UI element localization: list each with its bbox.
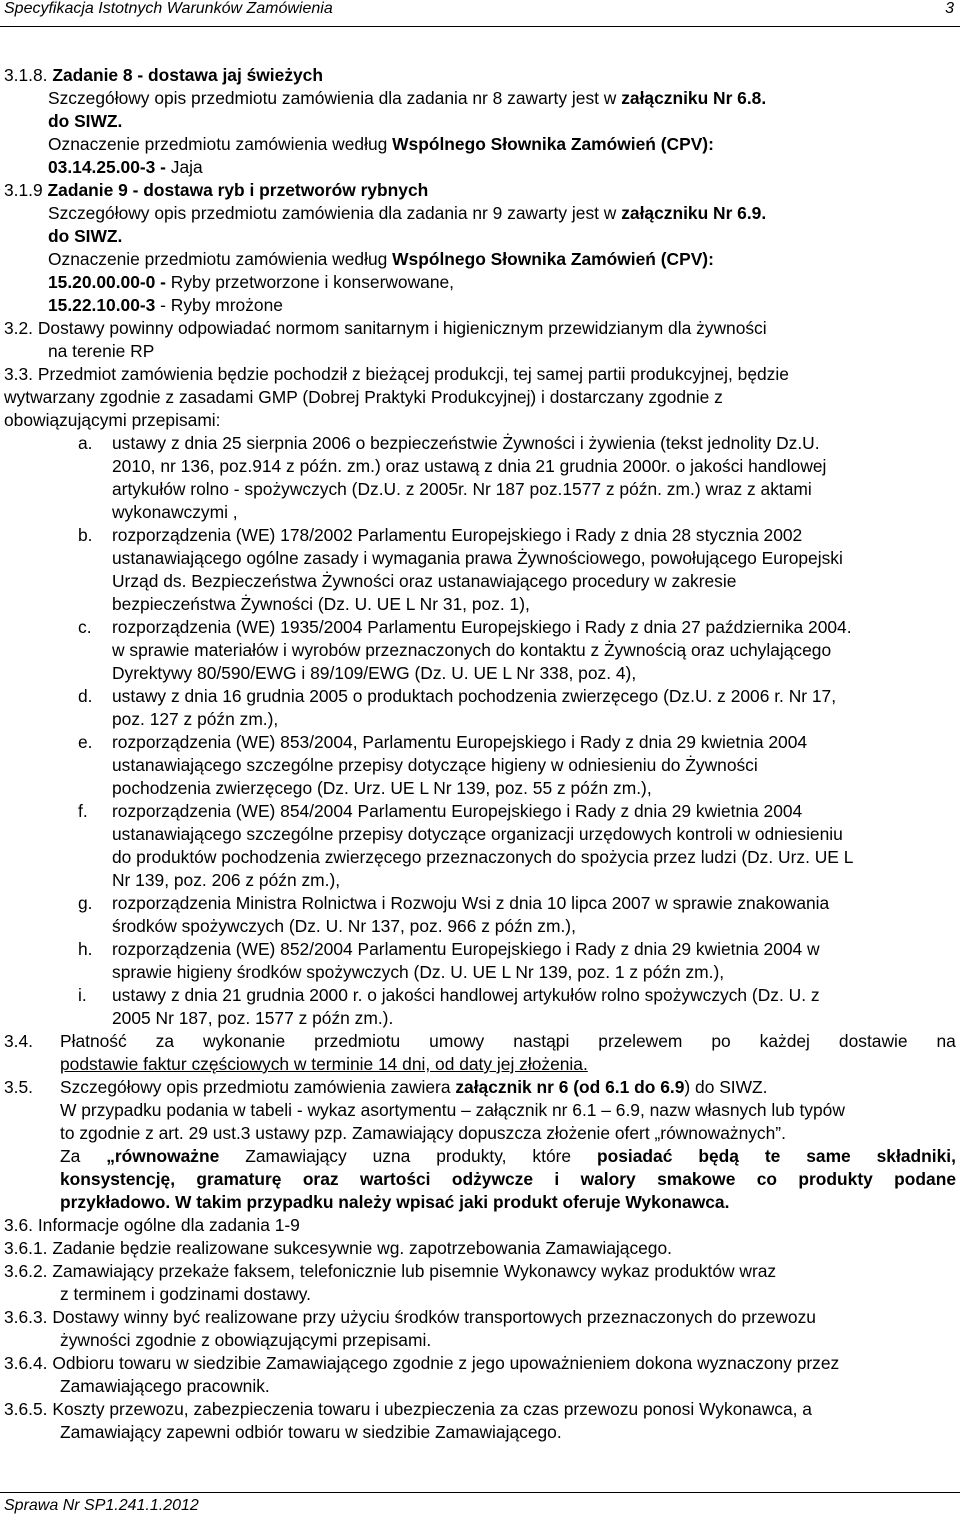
cpv-code: 15.22.10.00-3 xyxy=(48,295,156,315)
bold-text: załączniku Nr 6.8. xyxy=(621,88,767,108)
item-line: ustawy z dnia 25 sierpnia 2006 o bezpieczeństwie Żywności i żywienia (tekst jednolity Dz.U. xyxy=(112,433,820,453)
text: Oznaczenie przedmiotu zamówienia według xyxy=(48,134,393,154)
word: walory xyxy=(580,1169,636,1189)
item-letter: a. xyxy=(78,433,93,453)
word: te xyxy=(764,1146,781,1166)
section-318-cpv xyxy=(48,133,714,155)
section-33-line2: wytwarzany zgodnie z zasadami GMP (Dobrej Praktyki Produkcyjnej) i dostarczany zgodnie z xyxy=(4,387,723,407)
bold-text: Wspólnego Słownika Zamówień (CPV): xyxy=(392,134,714,154)
section-36-heading: 3.6. Informacje ogólne dla zadania 1-9 xyxy=(4,1215,300,1235)
word: produkty, xyxy=(436,1146,507,1166)
section-365-line2: Zamawiający zapewni odbiór towaru w siedzibie Zamawiającego. xyxy=(60,1422,562,1442)
section-35-line2: W przypadku podania w tabeli - wykaz asortymentu – załącznik nr 6.1 – 6.9, nazw własnych lub typów xyxy=(60,1100,845,1120)
section-34-number: 3.4. xyxy=(4,1031,34,1051)
section-319-code1 xyxy=(48,271,454,293)
word: posiadać xyxy=(597,1146,673,1166)
item-line: ustanawiającego ogólne zasady i wymagania prawa Żywnościowego, powołującego Europejski xyxy=(112,548,843,568)
word: Zamawiający xyxy=(245,1146,347,1166)
section-number: 3.1.8. xyxy=(4,65,48,85)
item-line: ustawy z dnia 21 grudnia 2000 r. o jakości handlowej artykułów rolno spożywczych (Dz. U. z xyxy=(112,985,820,1005)
word: produkty xyxy=(798,1169,873,1189)
item-line: rozporządzenia (WE) 852/2004 Parlamentu Europejskiego i Rady z dnia 29 kwietnia 2004 w xyxy=(112,939,820,959)
item-line: 2005 Nr 187, poz. 1577 z późn zm.). xyxy=(112,1008,394,1028)
item-line: sprawie higieny środków spożywczych (Dz. U. UE L Nr 139, poz. 1 z późn zm.), xyxy=(112,962,725,982)
word: Płatność xyxy=(60,1031,127,1051)
cpv-desc: Ryby przetworzone i konserwowane, xyxy=(165,272,455,292)
item-line: pochodzenia zwierzęcego (Dz. Urz. UE L Nr 139, poz. 55 z późn zm.), xyxy=(112,778,652,798)
section-318-line1 xyxy=(48,87,766,109)
word: „równoważne xyxy=(106,1146,220,1166)
word: smakowe xyxy=(657,1169,736,1189)
section-35-line1 xyxy=(60,1076,768,1098)
case-number: Sprawa Nr SP1.241.1.2012 xyxy=(4,1497,199,1514)
section-34-line1 xyxy=(60,1030,956,1052)
cpv-desc: Jaja xyxy=(165,157,203,177)
text: ) do SIWZ. xyxy=(684,1077,768,1097)
section-33-line3: obowiązującymi przepisami: xyxy=(4,410,221,430)
section-363-line2: żywności zgodnie z obowiązującymi przepisami. xyxy=(60,1330,432,1350)
section-364-line1: 3.6.4. Odbioru towaru w siedzibie Zamawiającego zgodnie z jego upoważnieniem dokona wyznaczony przez xyxy=(4,1353,840,1373)
item-line: Nr 139, poz. 206 z późn zm.), xyxy=(112,870,341,890)
word: gramaturę xyxy=(196,1169,282,1189)
item-line: rozporządzenia (WE) 853/2004, Parlamentu Europejskiego i Rady z dnia 29 kwietnia 2004 xyxy=(112,732,808,752)
item-letter: e. xyxy=(78,732,93,752)
section-title: Zadanie 8 - dostawa jaj świeżych xyxy=(52,65,323,85)
item-line: do produktów pochodzenia zwierzęcego przeznaczonych do spożycia przez ludzi (Dz. Urz. UE L xyxy=(112,847,854,867)
word: umowy xyxy=(429,1031,485,1051)
section-35-number: 3.5. xyxy=(4,1077,34,1097)
section-35-line3: to zgodnie z art. 29 ust.3 ustawy pzp. Zamawiający dopuszcza złożenie ofert „równoważnych”. xyxy=(60,1123,786,1143)
cpv-code: 15.20.00.00-0 - xyxy=(48,272,166,292)
item-line: 2010, nr 136, poz.914 z późn. zm.) oraz ustawą z dnia 21 grudnia 2000r. o jakości handlowej xyxy=(112,456,827,476)
item-letter: f. xyxy=(78,801,88,821)
cpv-desc: - Ryby mrożone xyxy=(155,295,283,315)
word: przedmiotu xyxy=(314,1031,401,1051)
section-32-line2: na terenie RP xyxy=(48,341,155,361)
section-319-line2: do SIWZ. xyxy=(48,226,123,246)
item-line: w sprawie materiałów i wyrobów przeznaczonych do kontaktu z Żywnością oraz uchylającego xyxy=(112,640,832,660)
item-line: poz. 127 z późn zm.), xyxy=(112,709,279,729)
word: które xyxy=(532,1146,572,1166)
section-319-line1 xyxy=(48,202,766,224)
word: przelewem xyxy=(598,1031,683,1051)
item-line: wykonawczymi , xyxy=(112,502,238,522)
section-35-line5 xyxy=(60,1168,956,1190)
bold-text: Wspólnego Słownika Zamówień (CPV): xyxy=(392,249,714,269)
word: Za xyxy=(60,1146,81,1166)
section-319-heading xyxy=(4,179,428,201)
section-318-code xyxy=(48,156,203,178)
text: Oznaczenie przedmiotu zamówienia według xyxy=(48,249,393,269)
section-title: Zadanie 9 - dostawa ryb i przetworów rybnych xyxy=(47,180,429,200)
word: każdej xyxy=(759,1031,810,1051)
bold-text: załączniku Nr 6.9. xyxy=(621,203,767,223)
word: same xyxy=(806,1146,851,1166)
section-364-line2: Zamawiającego pracownik. xyxy=(60,1376,270,1396)
word: nastąpi xyxy=(513,1031,570,1051)
section-362-line2: z terminem i godzinami dostawy. xyxy=(60,1284,311,1304)
word: będą xyxy=(698,1146,739,1166)
text: Szczegółowy opis przedmiotu zamówienia dla zadania nr 8 zawarty jest w xyxy=(48,88,622,108)
bold-text: załącznik nr 6 (od 6.1 do 6.9 xyxy=(455,1077,685,1097)
item-line: rozporządzenia (WE) 178/2002 Parlamentu Europejskiego i Rady z dnia 28 stycznia 2002 xyxy=(112,525,803,545)
word: za xyxy=(155,1031,175,1051)
word: wykonanie xyxy=(203,1031,286,1051)
document-title: Specyfikacja Istotnych Warunków Zamówienia xyxy=(4,0,333,17)
item-line: ustanawiającego szczególne przepisy dotyczące higieny w odniesieniu do Żywności xyxy=(112,755,758,775)
word: i xyxy=(554,1169,560,1189)
word: konsystencję, xyxy=(60,1169,176,1189)
section-35-line4 xyxy=(60,1145,956,1167)
word: co xyxy=(756,1169,778,1189)
item-letter: i. xyxy=(78,985,87,1005)
item-letter: c. xyxy=(78,617,92,637)
text: Szczegółowy opis przedmiotu zamówienia dla zadania nr 9 zawarty jest w xyxy=(48,203,622,223)
section-32-line1: 3.2. Dostawy powinny odpowiadać normom sanitarnym i higienicznym przewidzianym dla żywności xyxy=(4,318,767,338)
section-33-line1: 3.3. Przedmiot zamówienia będzie pochodził z bieżącej produkcji, tej samej partii produkcyjnej, będzie xyxy=(4,364,789,384)
item-line: środków spożywczych (Dz. U. Nr 137, poz. 966 z późn zm.), xyxy=(112,916,576,936)
section-363-line1: 3.6.3. Dostawy winny być realizowane przy użyciu środków transportowych przeznaczonych do przewozu xyxy=(4,1307,816,1327)
item-letter: d. xyxy=(78,686,93,706)
text: Szczegółowy opis przedmiotu zamówienia zawiera xyxy=(60,1077,456,1097)
word: podane xyxy=(894,1169,956,1189)
item-letter: h. xyxy=(78,939,93,959)
item-line: artykułów rolno - spożywczych (Dz.U. z 2005r. Nr 187 poz.1577 z późn. zm.) wraz z aktami xyxy=(112,479,812,499)
word: wartości xyxy=(359,1169,431,1189)
section-number: 3.1.9 xyxy=(4,180,43,200)
item-letter: b. xyxy=(78,525,93,545)
footer-rule xyxy=(0,1492,960,1493)
item-line: rozporządzenia (WE) 1935/2004 Parlamentu Europejskiego i Rady z dnia 27 października 2004. xyxy=(112,617,852,637)
page-number: 3 xyxy=(945,0,954,17)
word: odżywcze xyxy=(451,1169,534,1189)
section-362-line1: 3.6.2. Zamawiający przekaże faksem, telefonicznie lub pisemnie Wykonawcy wykaz produktów wraz xyxy=(4,1261,777,1281)
section-318-line2: do SIWZ. xyxy=(48,111,123,131)
page-header xyxy=(0,0,960,38)
section-319-code2 xyxy=(48,294,283,316)
section-365-line1: 3.6.5. Koszty przewozu, zabezpieczenia towaru i ubezpieczenia za czas przewozu ponosi Wykonawca, a xyxy=(4,1399,812,1419)
section-35-line6: przykładowo. W takim przypadku należy wpisać jaki produkt oferuje Wykonawca. xyxy=(60,1192,730,1212)
item-line: bezpieczeństwa Żywności (Dz. U. UE L Nr 31, poz. 1), xyxy=(112,594,530,614)
item-letter: g. xyxy=(78,893,93,913)
section-361: 3.6.1. Zadanie będzie realizowane sukcesywnie wg. zapotrzebowania Zamawiającego. xyxy=(4,1238,672,1258)
item-line: rozporządzenia (WE) 854/2004 Parlamentu Europejskiego i Rady z dnia 29 kwietnia 2004 xyxy=(112,801,803,821)
word: po xyxy=(711,1031,731,1051)
item-line: ustanawiającego szczególne przepisy dotyczące organizacji urzędowych kontroli w odniesieniu xyxy=(112,824,843,844)
header-rule xyxy=(0,26,960,27)
section-319-cpv xyxy=(48,248,714,270)
word: dostawie xyxy=(838,1031,908,1051)
word: składniki, xyxy=(876,1146,956,1166)
word: uzna xyxy=(372,1146,411,1166)
item-line: Dyrektywy 80/590/EWG i 89/109/EWG (Dz. U. UE L Nr 338, poz. 4), xyxy=(112,663,637,683)
cpv-code: 03.14.25.00-3 - xyxy=(48,157,166,177)
word: oraz xyxy=(302,1169,339,1189)
section-34-line2: podstawie faktur częściowych w terminie 14 dni, od daty jej złożenia. xyxy=(60,1054,588,1074)
word: na xyxy=(936,1031,956,1051)
section-318-heading xyxy=(4,64,323,86)
item-line: rozporządzenia Ministra Rolnictwa i Rozwoju Wsi z dnia 10 lipca 2007 w sprawie znakowania xyxy=(112,893,830,913)
item-line: Urząd ds. Bezpieczeństwa Żywności oraz ustanawiającego procedury w zakresie xyxy=(112,571,737,591)
item-line: ustawy z dnia 16 grudnia 2005 o produktach pochodzenia zwierzęcego (Dz.U. z 2006 r. Nr 17, xyxy=(112,686,837,706)
